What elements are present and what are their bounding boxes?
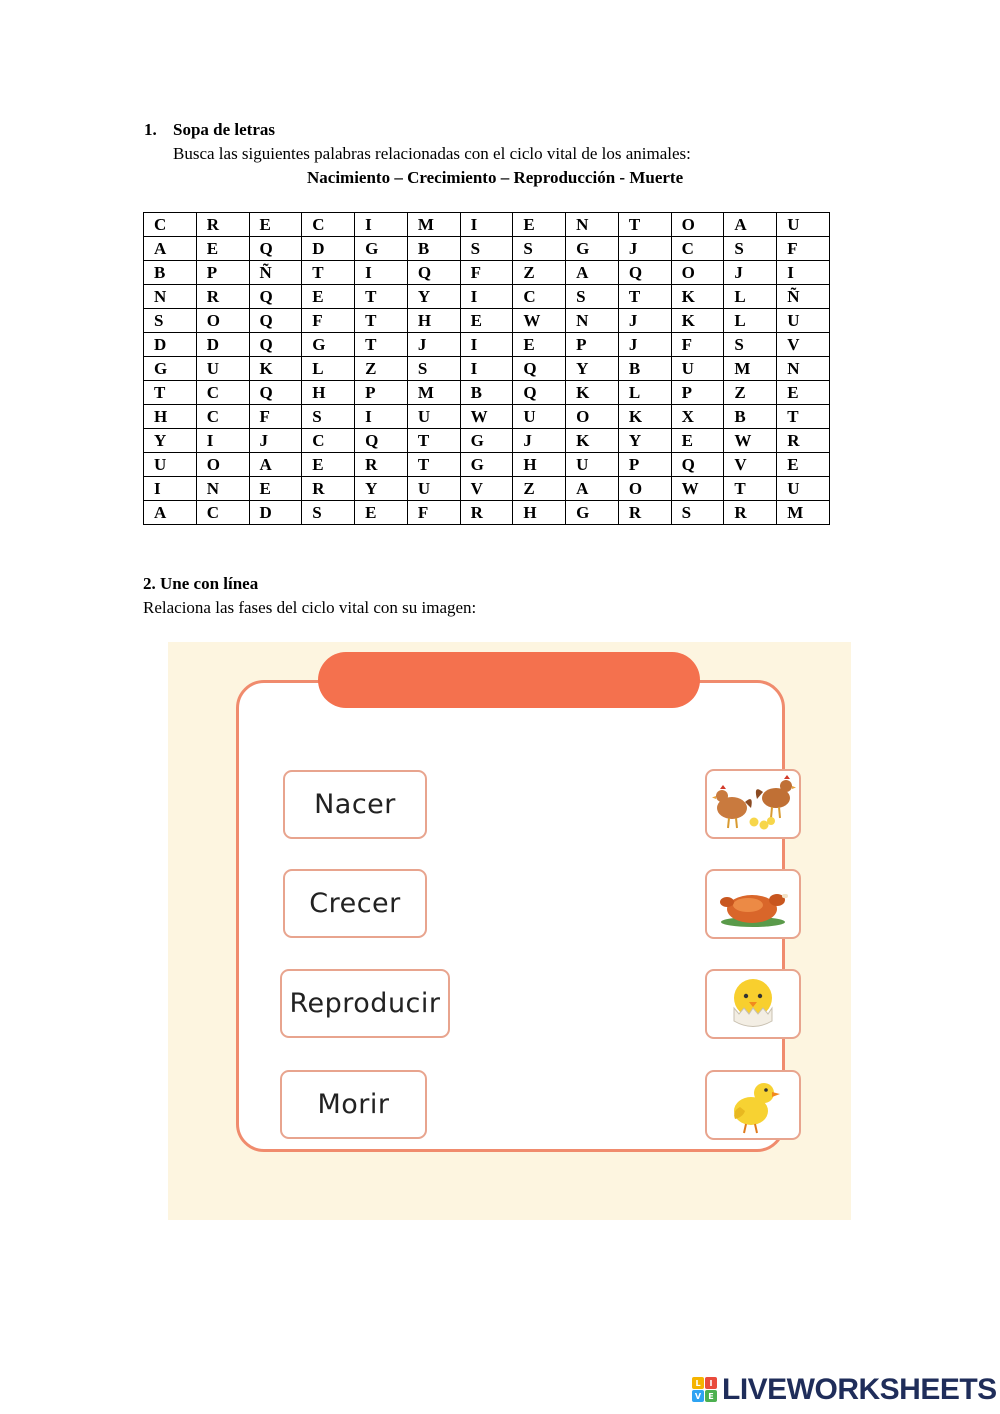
grid-cell[interactable]: G (355, 237, 408, 261)
grid-row (144, 453, 830, 477)
grid-cell[interactable]: I (355, 261, 408, 285)
grid-cell[interactable]: K (671, 309, 724, 333)
grid-cell[interactable]: R (196, 213, 249, 237)
roast-chicken-icon (708, 872, 798, 936)
grid-cell[interactable]: F (671, 333, 724, 357)
grid-cell[interactable]: O (671, 213, 724, 237)
grid-cell[interactable]: B (407, 237, 460, 261)
grid-cell[interactable]: P (355, 381, 408, 405)
grid-cell[interactable]: F (302, 309, 355, 333)
grid-cell[interactable]: N (144, 285, 197, 309)
grid-cell[interactable]: N (777, 357, 830, 381)
grid-cell[interactable]: M (777, 501, 830, 525)
grid-cell[interactable]: O (618, 477, 671, 501)
grid-cell[interactable]: Y (566, 357, 619, 381)
grid-cell[interactable]: Q (249, 333, 302, 357)
grid-cell[interactable]: P (196, 261, 249, 285)
grid-cell[interactable]: J (249, 429, 302, 453)
grid-cell[interactable]: T (355, 285, 408, 309)
section1-word-list: Nacimiento – Crecimiento – Reproducción - Muerte (307, 168, 684, 187)
grid-cell[interactable]: H (513, 453, 566, 477)
grid-cell[interactable]: I (355, 405, 408, 429)
grid-cell[interactable]: Z (513, 477, 566, 501)
grid-cell[interactable]: T (618, 285, 671, 309)
grid-cell[interactable]: J (618, 309, 671, 333)
grid-row (144, 477, 830, 501)
grid-cell[interactable]: J (513, 429, 566, 453)
chick-icon (708, 1073, 798, 1137)
grid-cell[interactable]: G (566, 501, 619, 525)
grid-cell[interactable]: Q (671, 453, 724, 477)
section1-instruction: Busca las siguientes palabras relacionadas con el ciclo vital de los animales: (173, 144, 691, 163)
grid-cell[interactable]: S (513, 237, 566, 261)
grid-cell[interactable]: N (566, 309, 619, 333)
grid-row (144, 333, 830, 357)
grid-cell[interactable]: I (460, 333, 513, 357)
grid-cell[interactable]: Q (249, 381, 302, 405)
grid-cell[interactable]: Q (249, 285, 302, 309)
grid-cell[interactable]: M (407, 213, 460, 237)
grid-cell[interactable]: A (566, 477, 619, 501)
grid-cell[interactable]: B (144, 261, 197, 285)
grid-cell[interactable]: M (407, 381, 460, 405)
matching-activity (168, 642, 851, 1220)
grid-cell[interactable]: U (144, 453, 197, 477)
liveworksheets-logo (692, 1374, 997, 1406)
grid-cell[interactable]: S (671, 501, 724, 525)
grid-cell[interactable]: E (777, 381, 830, 405)
grid-cell[interactable]: T (302, 261, 355, 285)
word-box-nacer[interactable]: Nacer (283, 770, 427, 839)
grid-row (144, 381, 830, 405)
grid-cell[interactable]: R (724, 501, 777, 525)
grid-cell[interactable]: T (355, 333, 408, 357)
grid-cell[interactable]: U (777, 309, 830, 333)
grid-cell[interactable]: Ñ (777, 285, 830, 309)
grid-cell[interactable]: W (724, 429, 777, 453)
grid-cell[interactable]: R (196, 285, 249, 309)
grid-cell[interactable]: S (302, 501, 355, 525)
grid-cell[interactable]: X (671, 405, 724, 429)
grid-cell[interactable]: O (566, 405, 619, 429)
grid-cell[interactable]: Y (618, 429, 671, 453)
grid-cell[interactable]: E (671, 429, 724, 453)
grid-cell[interactable]: E (513, 213, 566, 237)
grid-cell[interactable]: K (566, 429, 619, 453)
grid-cell[interactable]: C (513, 285, 566, 309)
grid-cell[interactable]: E (513, 333, 566, 357)
grid-row (144, 237, 830, 261)
grid-cell[interactable]: F (460, 261, 513, 285)
grid-cell[interactable]: C (196, 501, 249, 525)
grid-cell[interactable]: G (566, 237, 619, 261)
section1-title-text: Sopa de letras (173, 120, 275, 139)
grid-cell[interactable]: V (777, 333, 830, 357)
grid-row (144, 285, 830, 309)
grid-cell[interactable]: A (144, 501, 197, 525)
grid-cell[interactable]: Z (724, 381, 777, 405)
grid-cell[interactable]: I (196, 429, 249, 453)
grid-cell[interactable]: A (724, 213, 777, 237)
grid-cell[interactable]: P (618, 453, 671, 477)
grid-cell[interactable]: Q (249, 237, 302, 261)
grid-cell[interactable]: Q (513, 381, 566, 405)
grid-cell[interactable]: J (618, 237, 671, 261)
word-box-morir[interactable]: Morir (280, 1070, 427, 1139)
liveworksheets-wordmark: LIVEWORKSHEETS (722, 1373, 997, 1406)
grid-cell[interactable]: Q (407, 261, 460, 285)
grid-cell[interactable]: N (566, 213, 619, 237)
matching-card (236, 680, 785, 1152)
logo-letter-l: L (695, 1379, 701, 1388)
grid-cell[interactable]: G (302, 333, 355, 357)
grid-cell[interactable]: S (460, 237, 513, 261)
image-box-hens[interactable] (705, 769, 801, 839)
grid-cell[interactable]: E (302, 285, 355, 309)
grid-cell[interactable]: R (302, 477, 355, 501)
grid-cell[interactable]: L (724, 309, 777, 333)
grid-cell[interactable]: T (777, 405, 830, 429)
grid-cell[interactable]: E (196, 237, 249, 261)
card-header-banner (318, 652, 700, 708)
grid-cell[interactable]: O (196, 453, 249, 477)
grid-cell[interactable]: E (460, 309, 513, 333)
grid-cell[interactable]: D (249, 501, 302, 525)
grid-cell[interactable]: Q (249, 309, 302, 333)
grid-cell[interactable]: E (302, 453, 355, 477)
grid-row (144, 429, 830, 453)
grid-cell[interactable]: I (460, 357, 513, 381)
grid-cell[interactable]: R (460, 501, 513, 525)
grid-cell[interactable]: U (513, 405, 566, 429)
grid-row (144, 405, 830, 429)
grid-cell[interactable]: T (407, 453, 460, 477)
grid-cell[interactable]: U (407, 405, 460, 429)
grid-cell[interactable]: L (724, 285, 777, 309)
grid-cell[interactable]: T (355, 309, 408, 333)
grid-cell[interactable]: Z (355, 357, 408, 381)
grid-cell[interactable]: W (513, 309, 566, 333)
grid-cell[interactable]: J (618, 333, 671, 357)
grid-cell[interactable]: I (460, 213, 513, 237)
grid-row (144, 261, 830, 285)
grid-cell[interactable]: K (618, 405, 671, 429)
grid-cell[interactable]: U (196, 357, 249, 381)
grid-cell[interactable]: E (777, 453, 830, 477)
grid-cell[interactable]: C (196, 381, 249, 405)
grid-cell[interactable]: G (460, 453, 513, 477)
grid-cell[interactable]: B (724, 405, 777, 429)
word-box-crecer[interactable]: Crecer (283, 869, 427, 938)
grid-row (144, 309, 830, 333)
grid-cell[interactable]: H (302, 381, 355, 405)
grid-cell[interactable]: D (302, 237, 355, 261)
grid-cell[interactable]: E (249, 477, 302, 501)
grid-cell[interactable]: R (618, 501, 671, 525)
grid-cell[interactable]: C (302, 429, 355, 453)
grid-cell[interactable]: A (566, 261, 619, 285)
grid-row (144, 213, 830, 237)
grid-cell[interactable]: I (144, 477, 197, 501)
grid-cell[interactable]: Y (407, 285, 460, 309)
grid-cell[interactable]: F (407, 501, 460, 525)
image-box-roast-chicken[interactable] (705, 869, 801, 939)
grid-cell[interactable]: I (460, 285, 513, 309)
grid-cell[interactable]: C (196, 405, 249, 429)
hatching-chick-icon (708, 972, 798, 1036)
grid-cell[interactable]: C (302, 213, 355, 237)
liveworksheets-logo-icon (692, 1377, 718, 1403)
grid-cell[interactable]: T (407, 429, 460, 453)
hens-with-chicks-icon (708, 772, 798, 836)
logo-letter-v: V (694, 1392, 702, 1401)
grid-cell[interactable]: F (777, 237, 830, 261)
grid-cell[interactable]: S (724, 237, 777, 261)
grid-cell[interactable]: V (460, 477, 513, 501)
section2-instruction: Relaciona las fases del ciclo vital con su imagen: (143, 598, 477, 617)
grid-cell[interactable]: L (618, 381, 671, 405)
logo-letter-i: I (709, 1379, 713, 1388)
grid-cell[interactable]: U (671, 357, 724, 381)
grid-cell[interactable]: A (144, 237, 197, 261)
grid-cell[interactable]: Y (144, 429, 197, 453)
grid-cell[interactable]: B (460, 381, 513, 405)
section1-number: 1. (144, 120, 157, 139)
grid-cell[interactable]: L (302, 357, 355, 381)
grid-cell[interactable]: W (671, 477, 724, 501)
section1-title (144, 120, 275, 140)
grid-cell[interactable]: S (566, 285, 619, 309)
grid-cell[interactable]: I (777, 261, 830, 285)
grid-cell[interactable]: U (407, 477, 460, 501)
grid-cell[interactable]: U (566, 453, 619, 477)
grid-cell[interactable]: D (196, 333, 249, 357)
grid-cell[interactable]: R (777, 429, 830, 453)
grid-cell[interactable]: I (355, 213, 408, 237)
grid-cell[interactable]: Q (618, 261, 671, 285)
grid-cell[interactable]: K (566, 381, 619, 405)
image-box-hatching-chick[interactable] (705, 969, 801, 1039)
grid-cell[interactable]: N (196, 477, 249, 501)
grid-cell[interactable]: R (355, 453, 408, 477)
grid-cell[interactable]: H (513, 501, 566, 525)
word-box-reproducir[interactable]: Reproducir (280, 969, 450, 1038)
grid-cell[interactable]: C (671, 237, 724, 261)
grid-cell[interactable]: Ñ (249, 261, 302, 285)
grid-cell[interactable]: U (777, 477, 830, 501)
section2-title: 2. Une con línea (143, 574, 259, 593)
grid-cell[interactable]: S (144, 309, 197, 333)
grid-cell[interactable]: J (407, 333, 460, 357)
grid-cell[interactable]: H (407, 309, 460, 333)
grid-cell[interactable]: D (144, 333, 197, 357)
grid-cell[interactable]: P (566, 333, 619, 357)
grid-cell[interactable]: U (777, 213, 830, 237)
grid-cell[interactable]: S (407, 357, 460, 381)
grid-cell[interactable]: S (724, 333, 777, 357)
grid-cell[interactable]: T (618, 213, 671, 237)
grid-row (144, 357, 830, 381)
grid-cell[interactable]: B (618, 357, 671, 381)
logo-letter-e: E (708, 1392, 714, 1401)
grid-cell[interactable]: O (671, 261, 724, 285)
grid-cell[interactable]: K (249, 357, 302, 381)
grid-cell[interactable]: W (460, 405, 513, 429)
grid-cell[interactable]: P (671, 381, 724, 405)
grid-cell[interactable]: C (144, 213, 197, 237)
grid-cell[interactable]: T (144, 381, 197, 405)
grid-cell[interactable]: G (144, 357, 197, 381)
word-search-grid (143, 212, 830, 525)
grid-cell[interactable]: M (724, 357, 777, 381)
grid-cell[interactable]: E (249, 213, 302, 237)
grid-cell[interactable]: H (144, 405, 197, 429)
grid-cell[interactable]: T (724, 477, 777, 501)
grid-cell[interactable]: G (460, 429, 513, 453)
grid-cell[interactable]: O (196, 309, 249, 333)
grid-cell[interactable]: K (671, 285, 724, 309)
grid-cell[interactable]: Q (513, 357, 566, 381)
grid-cell[interactable]: F (249, 405, 302, 429)
grid-cell[interactable]: V (724, 453, 777, 477)
grid-cell[interactable]: E (355, 501, 408, 525)
grid-cell[interactable]: S (302, 405, 355, 429)
grid-cell[interactable]: J (724, 261, 777, 285)
grid-cell[interactable]: Q (355, 429, 408, 453)
grid-row (144, 501, 830, 525)
grid-cell[interactable]: Z (513, 261, 566, 285)
image-box-chick[interactable] (705, 1070, 801, 1140)
grid-cell[interactable]: Y (355, 477, 408, 501)
grid-cell[interactable]: A (249, 453, 302, 477)
